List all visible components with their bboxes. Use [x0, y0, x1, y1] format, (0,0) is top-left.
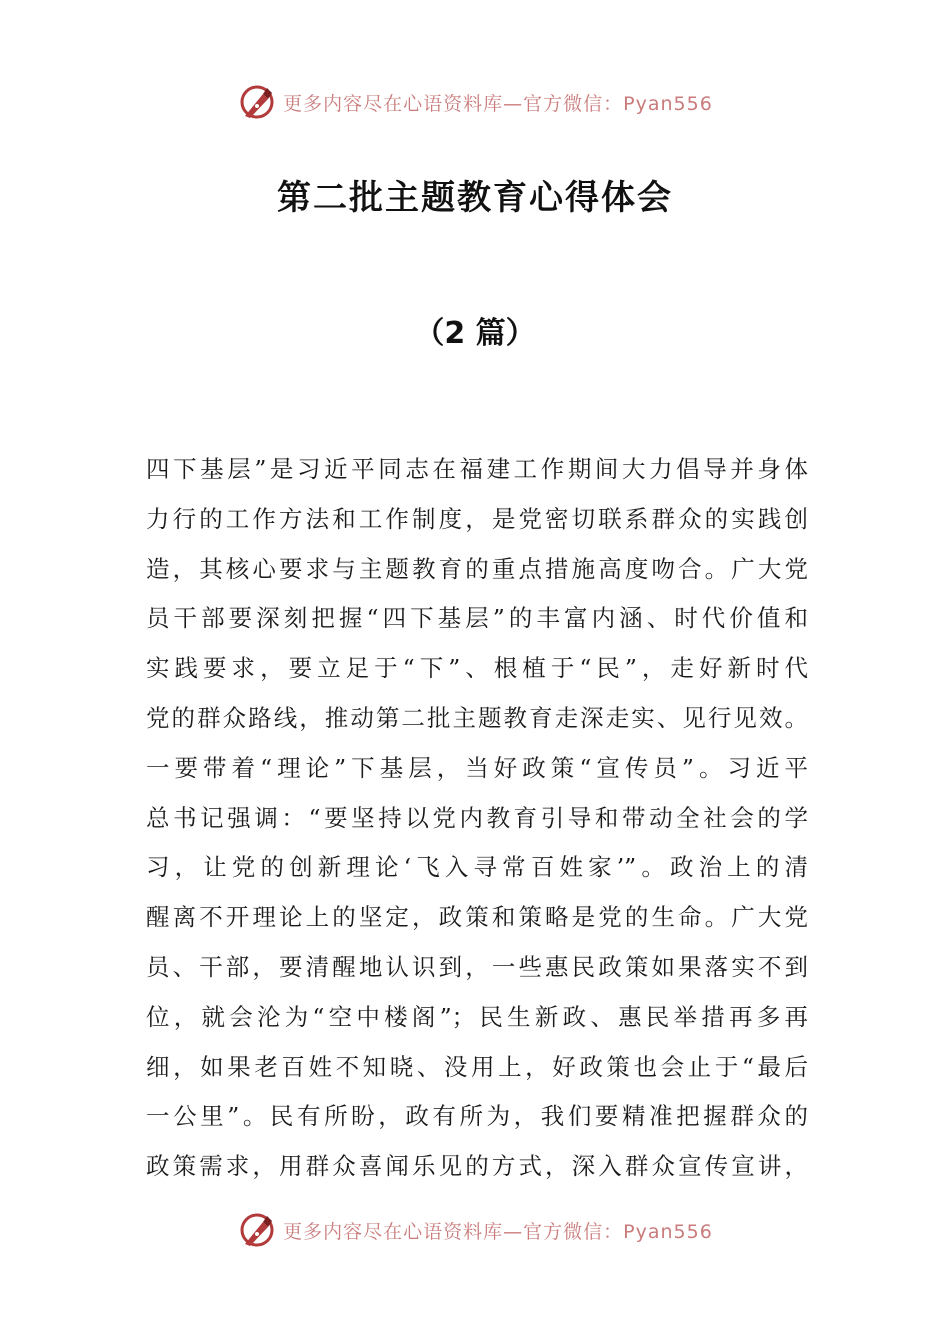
body-line: 政策需求，用群众喜闻乐见的方式，深入群众宣传宣讲， — [146, 1152, 808, 1181]
document-subtitle: （2 篇） — [414, 316, 536, 351]
body-line: 一公里”。民有所盼，政有所为，我们要精准把握群众的 — [146, 1102, 808, 1131]
body-line: 造，其核心要求与主题教育的重点措施高度吻合。广大党 — [146, 554, 808, 583]
body-line: 总书记强调：“要坚持以党内教育引导和带动全社会的学 — [146, 803, 808, 832]
body-line: 一要带着“理论”下基层，当好政策“宣传员”。习近平 — [146, 753, 808, 782]
body-line: 位，就会沦为“空中楼阁”；民生新政、惠民举措再多再 — [146, 1002, 808, 1031]
footer-banner — [0, 1210, 950, 1250]
body-line: 力行的工作方法和工作制度，是党密切联系群众的实践创 — [146, 504, 808, 533]
body-line: 习，让党的创新理论‘飞入寻常百姓家’”。政治上的清 — [146, 853, 808, 882]
body-line: 员干部要深刻把握“四下基层”的丰富内涵、时代价值和 — [146, 604, 808, 633]
body-line: 四下基层”是习近平同志在福建工作期间大力倡导并身体 — [146, 455, 808, 483]
body-line: 党的群众路线，推动第二批主题教育走深走实、见行见效。 — [146, 703, 808, 732]
body-line: 实践要求，要立足于“下”、根植于“民”，走好新时代 — [146, 654, 808, 683]
pen-nib-logo-icon — [237, 1210, 277, 1250]
pen-nib-logo-icon — [237, 82, 277, 122]
body-line: 细，如果老百姓不知晓、没用上，好政策也会止于“最后 — [146, 1052, 808, 1081]
document-title: 第二批主题教育心得体会 — [277, 178, 673, 218]
banner-text: 更多内容尽在心语资料库—官方微信：Pyan556 — [283, 92, 713, 115]
body-line: 醒离不开理论上的坚定，政策和策略是党的生命。广大党 — [146, 903, 808, 932]
body-line: 员、干部，要清醒地认识到，一些惠民政策如果落实不到 — [146, 952, 808, 981]
body-paragraph — [146, 445, 808, 1192]
header-banner — [0, 82, 950, 122]
banner-text: 更多内容尽在心语资料库—官方微信：Pyan556 — [283, 1220, 713, 1243]
